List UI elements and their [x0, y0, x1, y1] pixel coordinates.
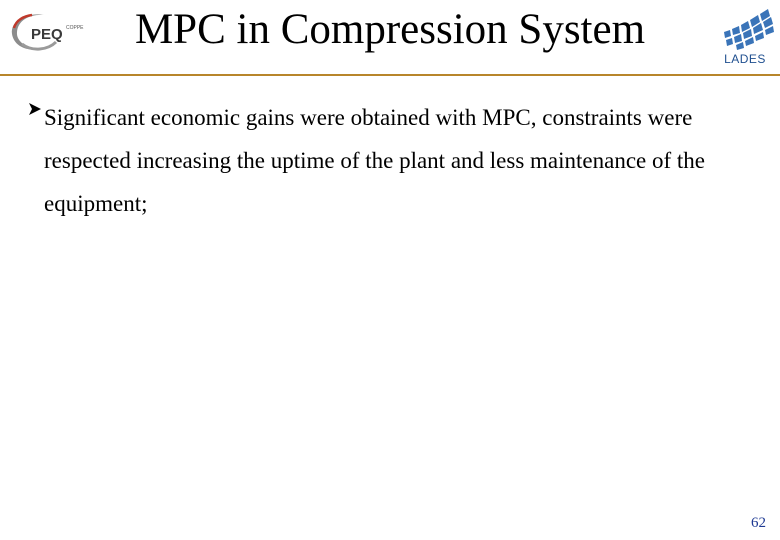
coppe-logo-text: COPPE	[66, 25, 84, 31]
lades-logo-text: LADES	[724, 52, 766, 66]
page-number: 62	[751, 515, 766, 531]
peq-coppe-logo-icon	[4, 6, 90, 56]
peq-logo-text: PEQ	[31, 26, 63, 43]
slide-title: MPC in Compression System	[134, 6, 646, 53]
bullet-text: Significant economic gains were obtained with MPC, constraints were respected increasing the uptime of the plant and less maintenance of the equipment;	[44, 105, 706, 216]
lades-logo-icon	[712, 4, 778, 66]
header-divider	[0, 74, 780, 76]
bullet-item	[28, 96, 748, 225]
arrow-bullet-icon	[28, 102, 42, 116]
